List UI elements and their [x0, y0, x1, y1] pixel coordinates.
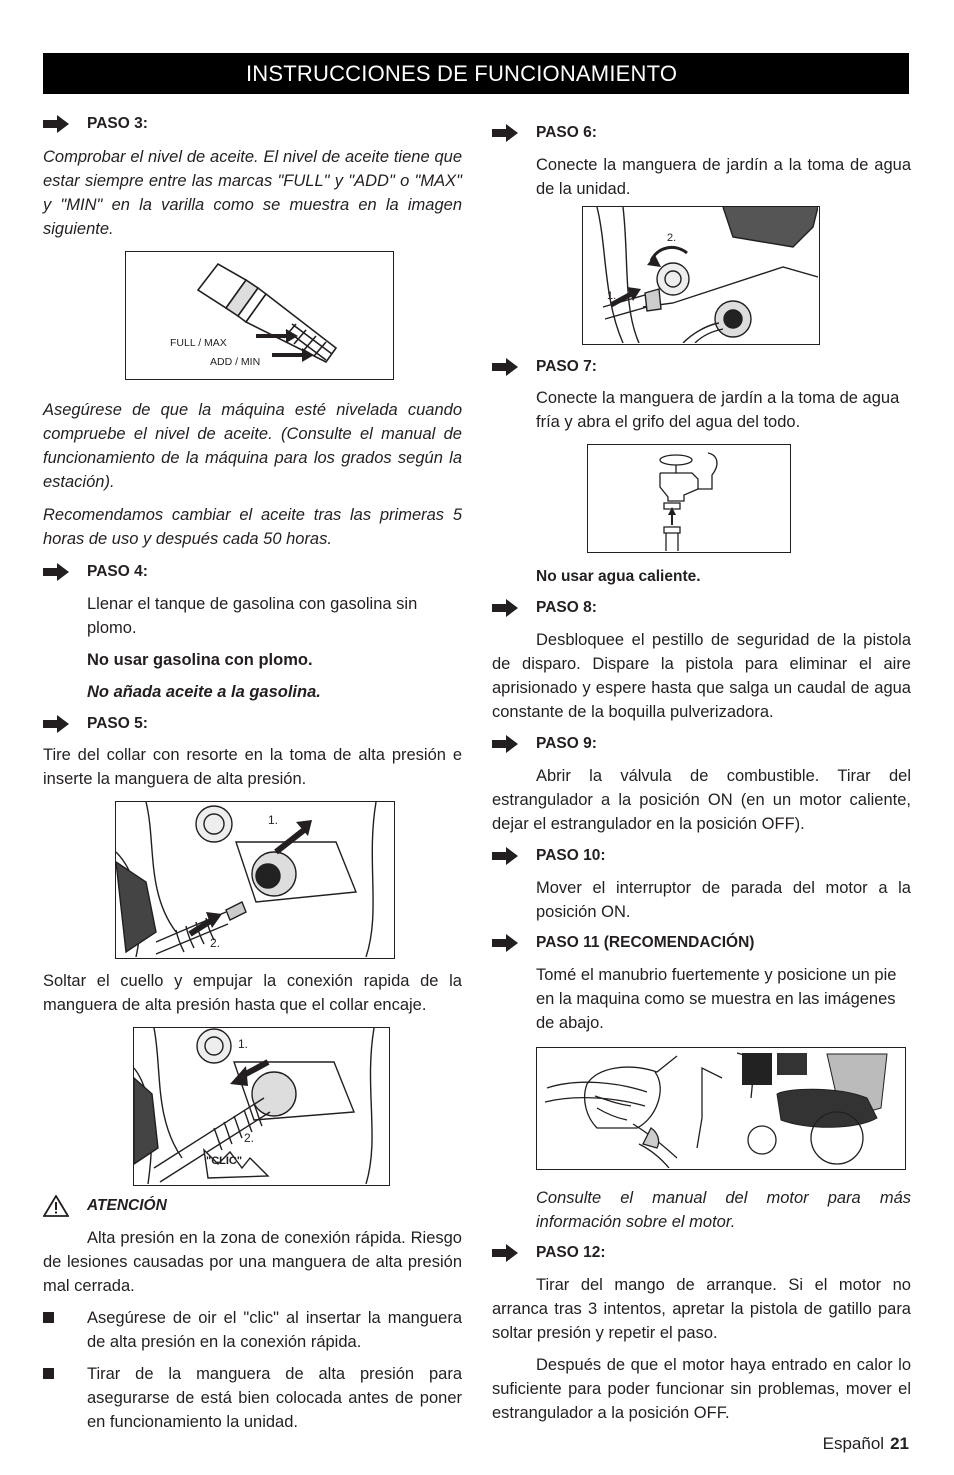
- pressure-inlet-click-illustration: [134, 1028, 388, 1184]
- arrow-right-icon: [492, 358, 518, 376]
- arrow-right-icon: [43, 715, 69, 733]
- page-footer: [823, 1432, 909, 1456]
- step-number-label: 2.: [667, 232, 677, 244]
- step-label: PASO 3:: [87, 115, 148, 132]
- attention-text: Alta presión en la zona de conexión rápida. Riesgo de lesiones causadas por una manguera de alta presión mal cerrada.: [43, 1229, 462, 1295]
- step-label: PASO 4:: [87, 563, 148, 580]
- right-column: [492, 121, 911, 1425]
- step-10-heading: [492, 844, 911, 868]
- dipstick-illustration: [126, 252, 392, 378]
- arrow-right-icon: [43, 563, 69, 581]
- garden-hose-inlet-illustration: [583, 207, 818, 343]
- high-pressure-inlet-figure-1: [115, 801, 395, 959]
- arrow-right-icon: [492, 599, 518, 617]
- step-8-text: Desbloquee el pestillo de seguridad de la pistola de disparo. Dispare la pistola para eliminar el aire aprisionado y espere hasta que salga un caudal de agua constante de la boquilla pulverizadora.: [492, 631, 911, 721]
- add-min-label: ADD / MIN: [210, 356, 261, 368]
- step-11-text: Tomé el manubrio fuertemente y posicione un pie en la maquina como se muestra en las imágenes de abajo.: [536, 966, 897, 1032]
- step-7-warning: No usar agua caliente.: [536, 568, 701, 585]
- water-tap-illustration: [588, 445, 789, 551]
- step-7-heading: [492, 355, 911, 379]
- level-text: Asegúrese de que la máquina esté nivelada cuando compruebe el nivel de aceite. (Consulte el manual de funcionamiento de la máquina para los grados según la estación).: [43, 401, 462, 491]
- arrow-right-icon: [492, 847, 518, 865]
- attention-label: ATENCIÓN: [87, 1197, 167, 1214]
- arrow-right-icon: [492, 1244, 518, 1262]
- step-6-text: Conecte la manguera de jardín a la toma de agua de la unidad.: [536, 156, 911, 198]
- step-label: PASO 9:: [536, 735, 597, 752]
- footer-language: Español: [822, 1434, 885, 1453]
- after-warmup-text: Después de que el motor haya entrado en calor lo suficiente para poder funcionar sin problemas, mover el estrangulador a la posición OFF.: [492, 1356, 911, 1422]
- step-label: PASO 12:: [536, 1244, 606, 1261]
- step-6-heading: [492, 121, 911, 145]
- high-pressure-inlet-figure-2: [133, 1027, 390, 1186]
- click-label: "CLIC": [206, 1155, 243, 1167]
- water-tap-figure: [587, 444, 791, 553]
- engine-manual-note: Consulte el manual del motor para más información sobre el motor.: [536, 1189, 911, 1231]
- step-11-heading: [492, 931, 911, 955]
- step-4-warning: No añada aceite a la gasolina.: [87, 683, 321, 701]
- step-label: PASO 5:: [87, 715, 148, 732]
- step-8-heading: [492, 596, 911, 620]
- arrow-right-icon: [492, 735, 518, 753]
- attention-heading: [43, 1194, 462, 1218]
- list-item: [43, 1306, 462, 1354]
- step-3-text: Comprobar el nivel de aceite. El nivel de aceite tiene que estar siempre entre las marcas "FULL" y "ADD" o "MAX" y "MIN" en la varilla como se muestra en la imagen siguiente.: [43, 148, 462, 238]
- starting-position-figure: [536, 1047, 906, 1170]
- dipstick-figure: [125, 251, 394, 380]
- step-9-heading: [492, 732, 911, 756]
- step-number-label: 1.: [238, 1037, 249, 1051]
- step-10-text: Mover el interruptor de parada del motor a la posición ON.: [536, 879, 911, 921]
- step-number-label: 1.: [268, 813, 279, 827]
- step-5-text: Tire del collar con resorte en la toma de alta presión e inserte la manguera de alta presión.: [43, 746, 462, 788]
- step-9-text: Abrir la válvula de combustible. Tirar del estrangulador a la posición ON (en un motor caliente, dejar el estrangulador en la posición OFF).: [492, 767, 911, 833]
- step-4-heading: [43, 560, 462, 584]
- step-label: PASO 7:: [536, 358, 597, 375]
- warning-triangle-icon: [43, 1195, 69, 1217]
- step-label: PASO 11 (RECOMENDACIÓN): [536, 934, 755, 951]
- step-12-heading: [492, 1241, 911, 1265]
- recommend-text: Recomendamos cambiar el aceite tras las primeras 5 horas de uso y después cada 50 horas.: [43, 506, 462, 548]
- pressure-inlet-illustration: [116, 802, 393, 957]
- step-label: PASO 10:: [536, 847, 606, 864]
- step-label: PASO 6:: [536, 124, 597, 141]
- step-number-label: 1.: [607, 290, 617, 302]
- step-5-heading: [43, 712, 462, 736]
- bullet-square-icon: [43, 1312, 54, 1323]
- hand-and-foot-illustration: [537, 1048, 904, 1168]
- arrow-right-icon: [43, 115, 69, 133]
- page-number: 21: [890, 1434, 909, 1453]
- step-4-warning: No usar gasolina con plomo.: [87, 651, 313, 669]
- list-item-text: Asegúrese de oir el "clic" al insertar la manguera de alta presión en la conexión rápida.: [87, 1309, 462, 1351]
- step-number-label: 2.: [244, 1131, 255, 1145]
- arrow-right-icon: [492, 934, 518, 952]
- step-number-label: 2.: [210, 936, 221, 950]
- arrow-right-icon: [492, 124, 518, 142]
- step-12-text: Tirar del mango de arranque. Si el motor no arranca tras 3 intentos, apretar la pistola de gatillo para soltar presión y repetir el paso.: [492, 1276, 911, 1342]
- step-7-text: Conecte la manguera de jardín a la toma de agua fría y abra el grifo del agua del todo.: [536, 389, 900, 431]
- garden-hose-inlet-figure: [582, 206, 820, 345]
- step-3-heading: [43, 112, 462, 136]
- full-max-label: FULL / MAX: [170, 337, 227, 349]
- release-text: Soltar el cuello y empujar la conexión rapida de la manguera de alta presión hasta que el collar encaje.: [43, 972, 462, 1014]
- page-title: INSTRUCCIONES DE FUNCIONAMIENTO: [43, 53, 909, 94]
- left-column: [43, 112, 462, 1434]
- step-label: PASO 8:: [536, 599, 597, 616]
- list-item: [43, 1362, 462, 1434]
- step-4-text: Llenar el tanque de gasolina con gasolina sin plomo.: [87, 595, 418, 637]
- bullet-square-icon: [43, 1368, 54, 1379]
- list-item-text: Tirar de la manguera de alta presión para asegurarse de está bien colocada antes de poner en funcionamiento la unidad.: [87, 1365, 462, 1431]
